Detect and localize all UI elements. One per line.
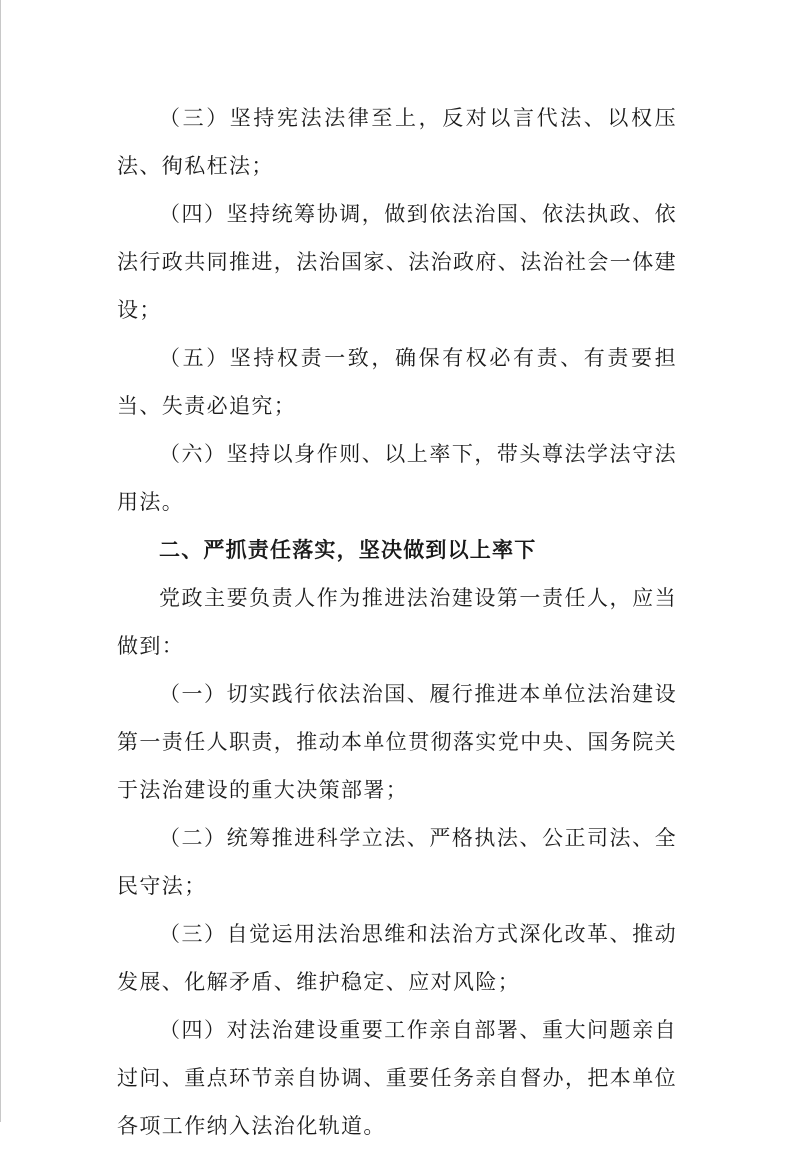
- duty-item-3: （三）自觉运用法治思维和法治方式深化改革、推动发展、化解矛盾、维护稳定、应对风险；: [117, 922, 677, 994]
- duty-item-4: （四）对法治建设重要工作亲自部署、重大问题亲自过问、重点环节亲自协调、重要任务亲自督办，把本单位各项工作纳入法治化轨道。: [117, 1018, 677, 1138]
- duty-item-2: （二）统筹推进科学立法、严格执法、公正司法、全民守法；: [117, 826, 677, 898]
- section-heading: 二、严抓责任落实，坚决做到以上率下: [159, 538, 537, 562]
- duty-item-1: （一）切实践行依法治国、履行推进本单位法治建设第一责任人职责，推动本单位贯彻落实党中央、国务院关于法治建设的重大决策部署；: [117, 682, 677, 802]
- paragraph-principle-6: （六）坚持以身作则、以上率下，带头尊法学法守法用法。: [117, 442, 677, 514]
- section-intro: 党政主要负责人作为推进法治建设第一责任人，应当做到：: [117, 586, 677, 658]
- paragraph-principle-5: （五）坚持权责一致，确保有权必有责、有责要担当、失责必追究；: [117, 346, 677, 418]
- paragraph-principle-4: （四）坚持统筹协调，做到依法治国、依法执政、依法行政共同推进，法治国家、法治政府、法治社会一体建设；: [117, 202, 677, 322]
- paragraph-principle-3: （三）坚持宪法法律至上，反对以言代法、以权压法、徇私枉法；: [117, 106, 677, 178]
- document-body: [117, 94, 677, 1150]
